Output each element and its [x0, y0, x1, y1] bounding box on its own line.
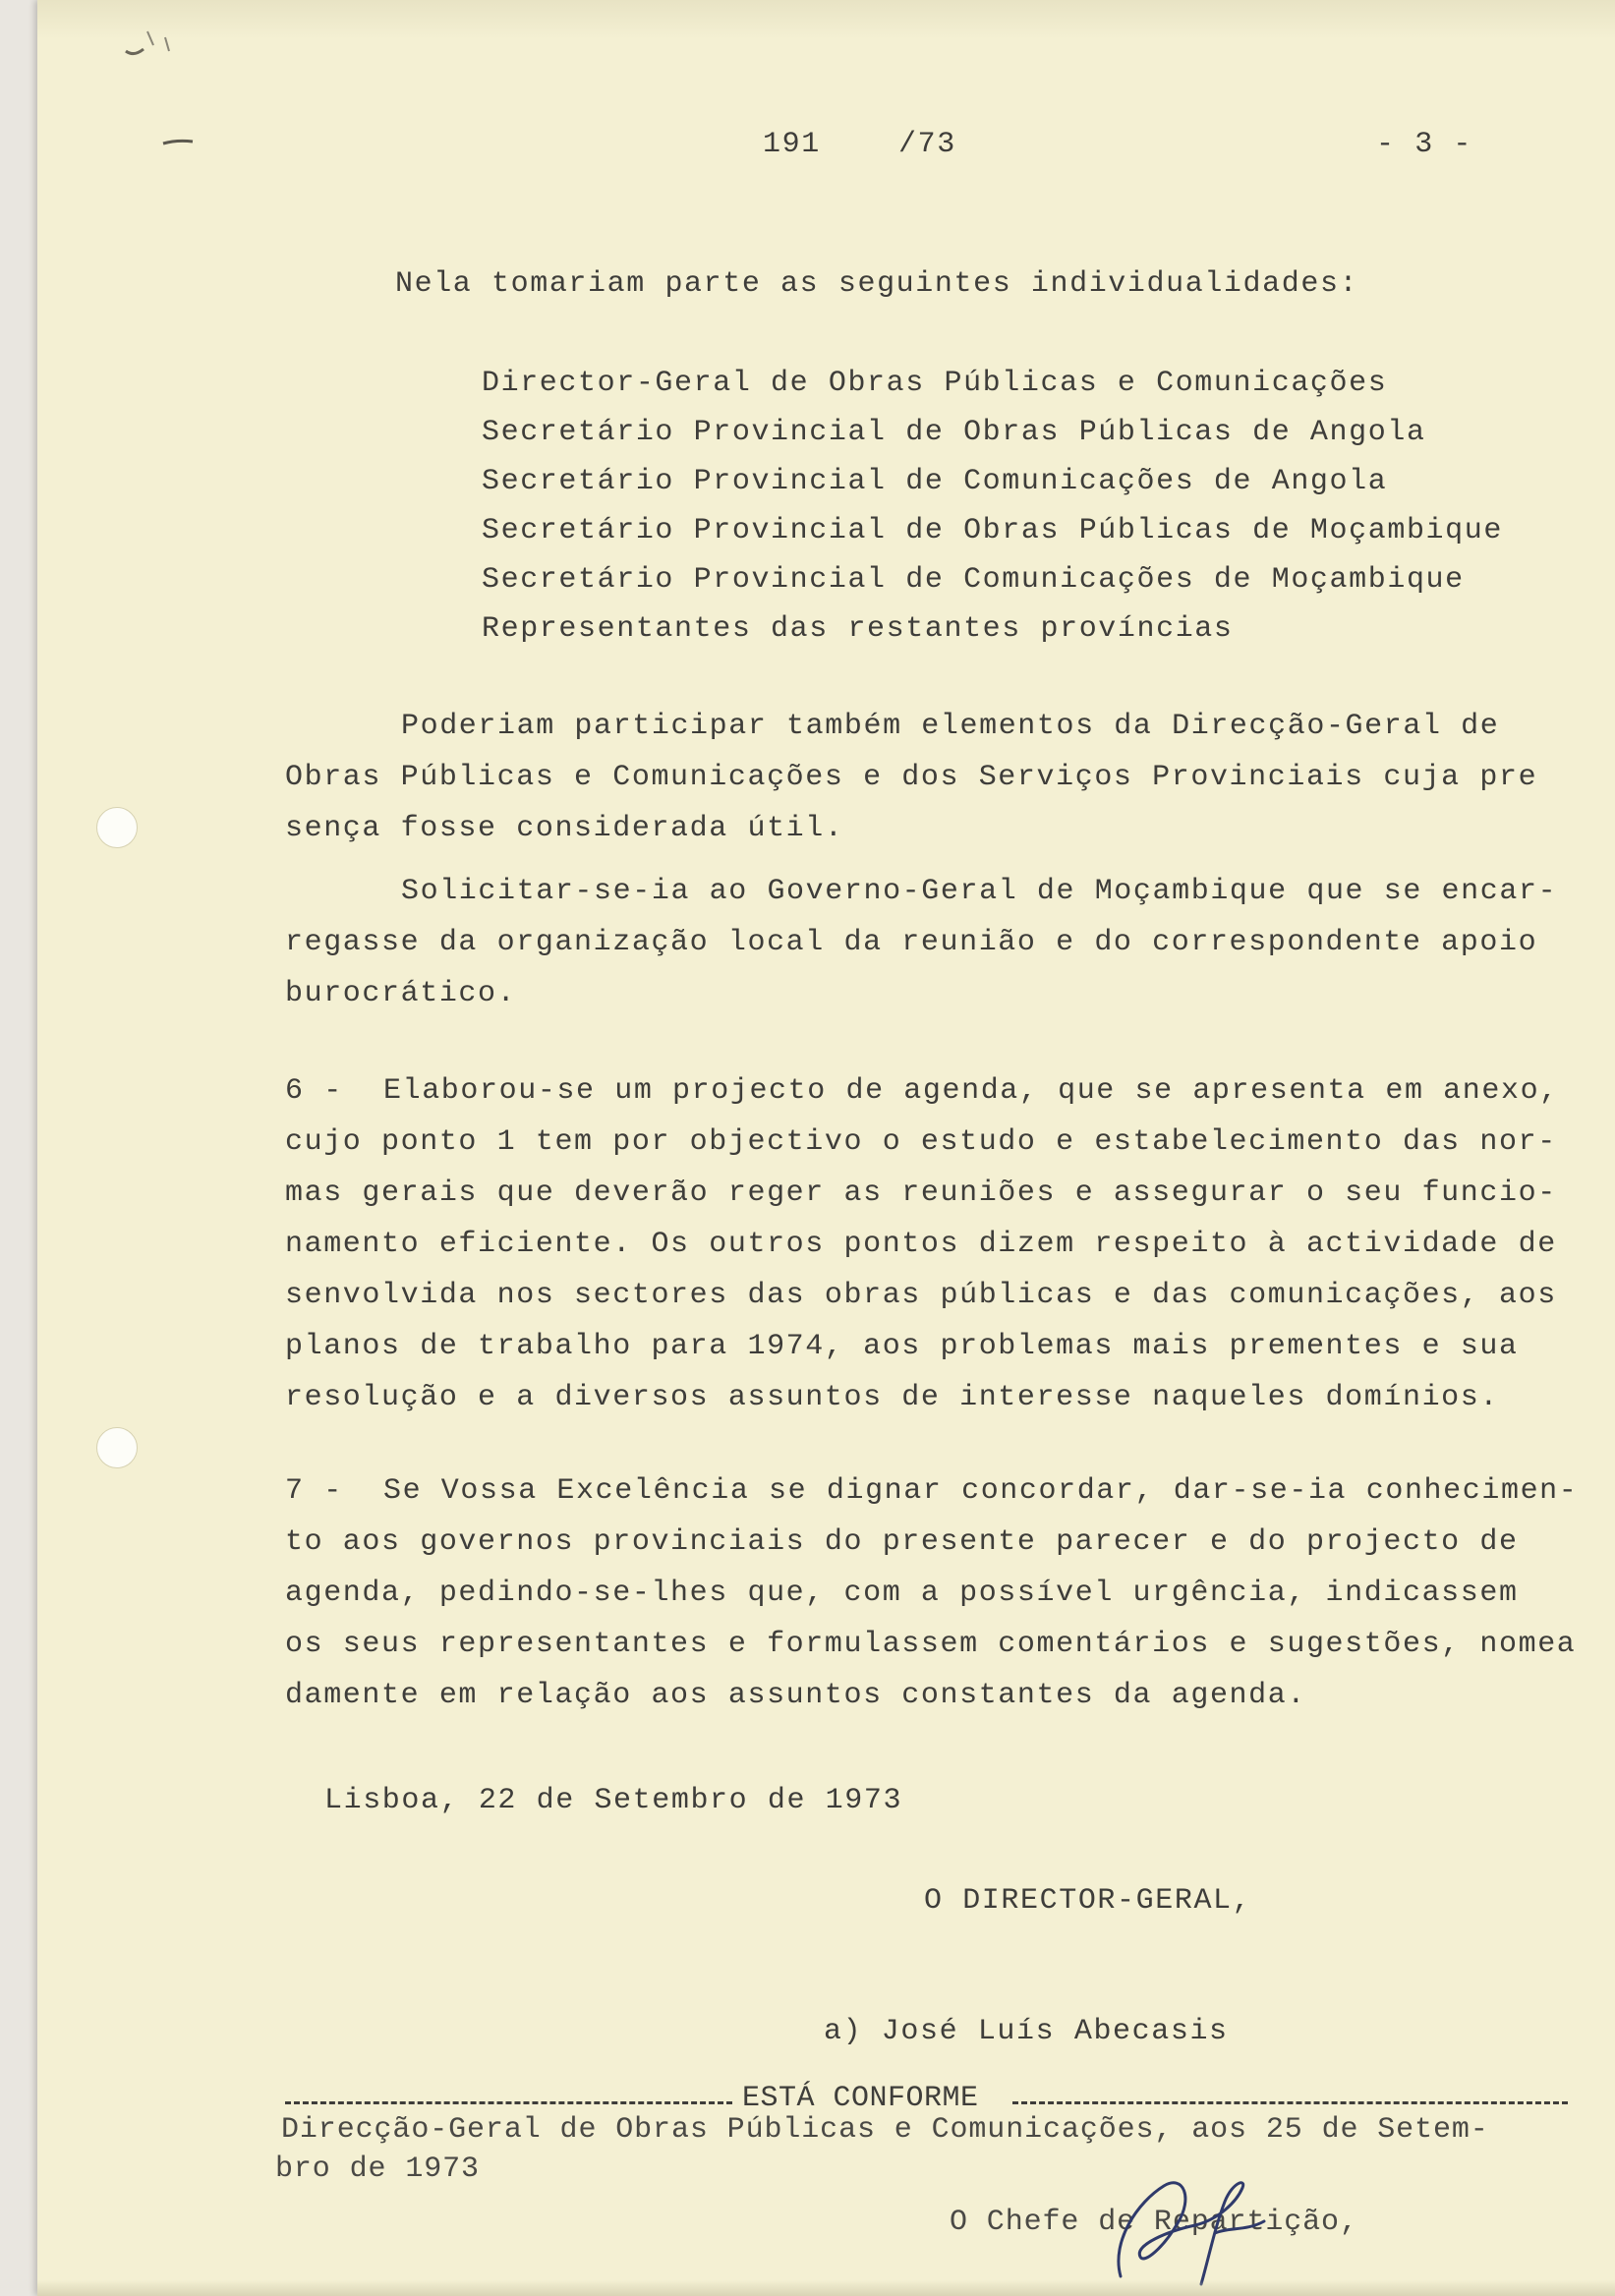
certification-closing: O Chefe de Repartição, — [950, 2206, 1358, 2239]
paragraph-line: os seus representantes e formulassem comentários e sugestões, nomea — [285, 1628, 1577, 1661]
section-number: 6 - — [285, 1074, 343, 1108]
place-date: Lisboa, 22 de Setembro de 1973 — [324, 1784, 903, 1817]
list-item: Representantes das restantes províncias — [482, 612, 1234, 646]
paragraph-line: burocrático. — [285, 977, 517, 1010]
signatory-name: a) José Luís Abecasis — [824, 2015, 1229, 2048]
paragraph-line: Se Vossa Excelência se dignar concordar, dar-se-ia conhecimen- — [383, 1474, 1579, 1508]
paragraph-line: senvolvida nos sectores das obras públicas e das comunicações, aos — [285, 1279, 1557, 1312]
list-item: Director-Geral de Obras Públicas e Comunicações — [482, 367, 1388, 400]
paragraph-line: Poderiam participar também elementos da Direcção-Geral de — [401, 710, 1500, 743]
paragraph-line: Solicitar-se-ia ao Governo-Geral de Moçambique que se encar- — [401, 875, 1558, 908]
staple-marks-icon — [87, 10, 204, 157]
scan-edge — [37, 2280, 1615, 2296]
paragraph-line: namento eficiente. Os outros pontos dizem respeito à actividade de — [285, 1228, 1557, 1261]
paragraph-line: sença fosse considerada útil. — [285, 812, 844, 845]
section-number: 7 - — [285, 1474, 343, 1508]
list-item: Secretário Provincial de Comunicações de Moçambique — [482, 563, 1465, 597]
paragraph-line: Obras Públicas e Comunicações e dos Serviços Provinciais cuja pre — [285, 761, 1538, 794]
page-number: - 3 - — [1376, 128, 1473, 161]
paragraph-line: resolução e a diversos assuntos de interesse naqueles domínios. — [285, 1381, 1499, 1414]
list-item: Secretário Provincial de Obras Públicas de Angola — [482, 416, 1426, 449]
list-item: Secretário Provincial de Comunicações de Angola — [482, 465, 1388, 498]
dashed-rule-left — [285, 2101, 732, 2104]
intro-line: Nela tomariam parte as seguintes individualidades: — [395, 267, 1359, 301]
list-item: Secretário Provincial de Obras Públicas de Moçambique — [482, 514, 1503, 547]
paragraph-line: Elaborou-se um projecto de agenda, que se apresenta em anexo, — [383, 1074, 1559, 1108]
punch-hole-bottom — [96, 1427, 138, 1468]
paragraph-line: regasse da organização local da reunião e do correspondente apoio — [285, 926, 1538, 959]
paragraph-line: cujo ponto 1 tem por objectivo o estudo e estabelecimento das nor- — [285, 1125, 1557, 1159]
dashed-rule-right — [1012, 2101, 1568, 2104]
document-page — [37, 0, 1615, 2296]
handwritten-signature — [1099, 2162, 1315, 2296]
punch-hole-top — [96, 807, 138, 848]
paragraph-line: damente em relação aos assuntos constantes da agenda. — [285, 1679, 1306, 1712]
signatory-title: O DIRECTOR-GERAL, — [924, 1884, 1252, 1918]
certification-line: bro de 1973 — [275, 2152, 480, 2186]
certification-line: Direcção-Geral de Obras Públicas e Comunicações, aos 25 de Setem- — [281, 2113, 1489, 2147]
certification-label: ESTÁ CONFORME — [742, 2082, 979, 2115]
paragraph-line: to aos governos provinciais do presente parecer e do projecto de — [285, 1525, 1519, 1559]
paragraph-line: mas gerais que deverão reger as reuniões e assegurar o seu funcio- — [285, 1177, 1557, 1210]
paragraph-line: agenda, pedindo-se-lhes que, com a possível urgência, indicassem — [285, 1577, 1519, 1610]
document-year: /73 — [898, 128, 956, 161]
document-number: 191 — [763, 128, 821, 161]
paragraph-line: planos de trabalho para 1974, aos problemas mais prementes e sua — [285, 1330, 1519, 1363]
